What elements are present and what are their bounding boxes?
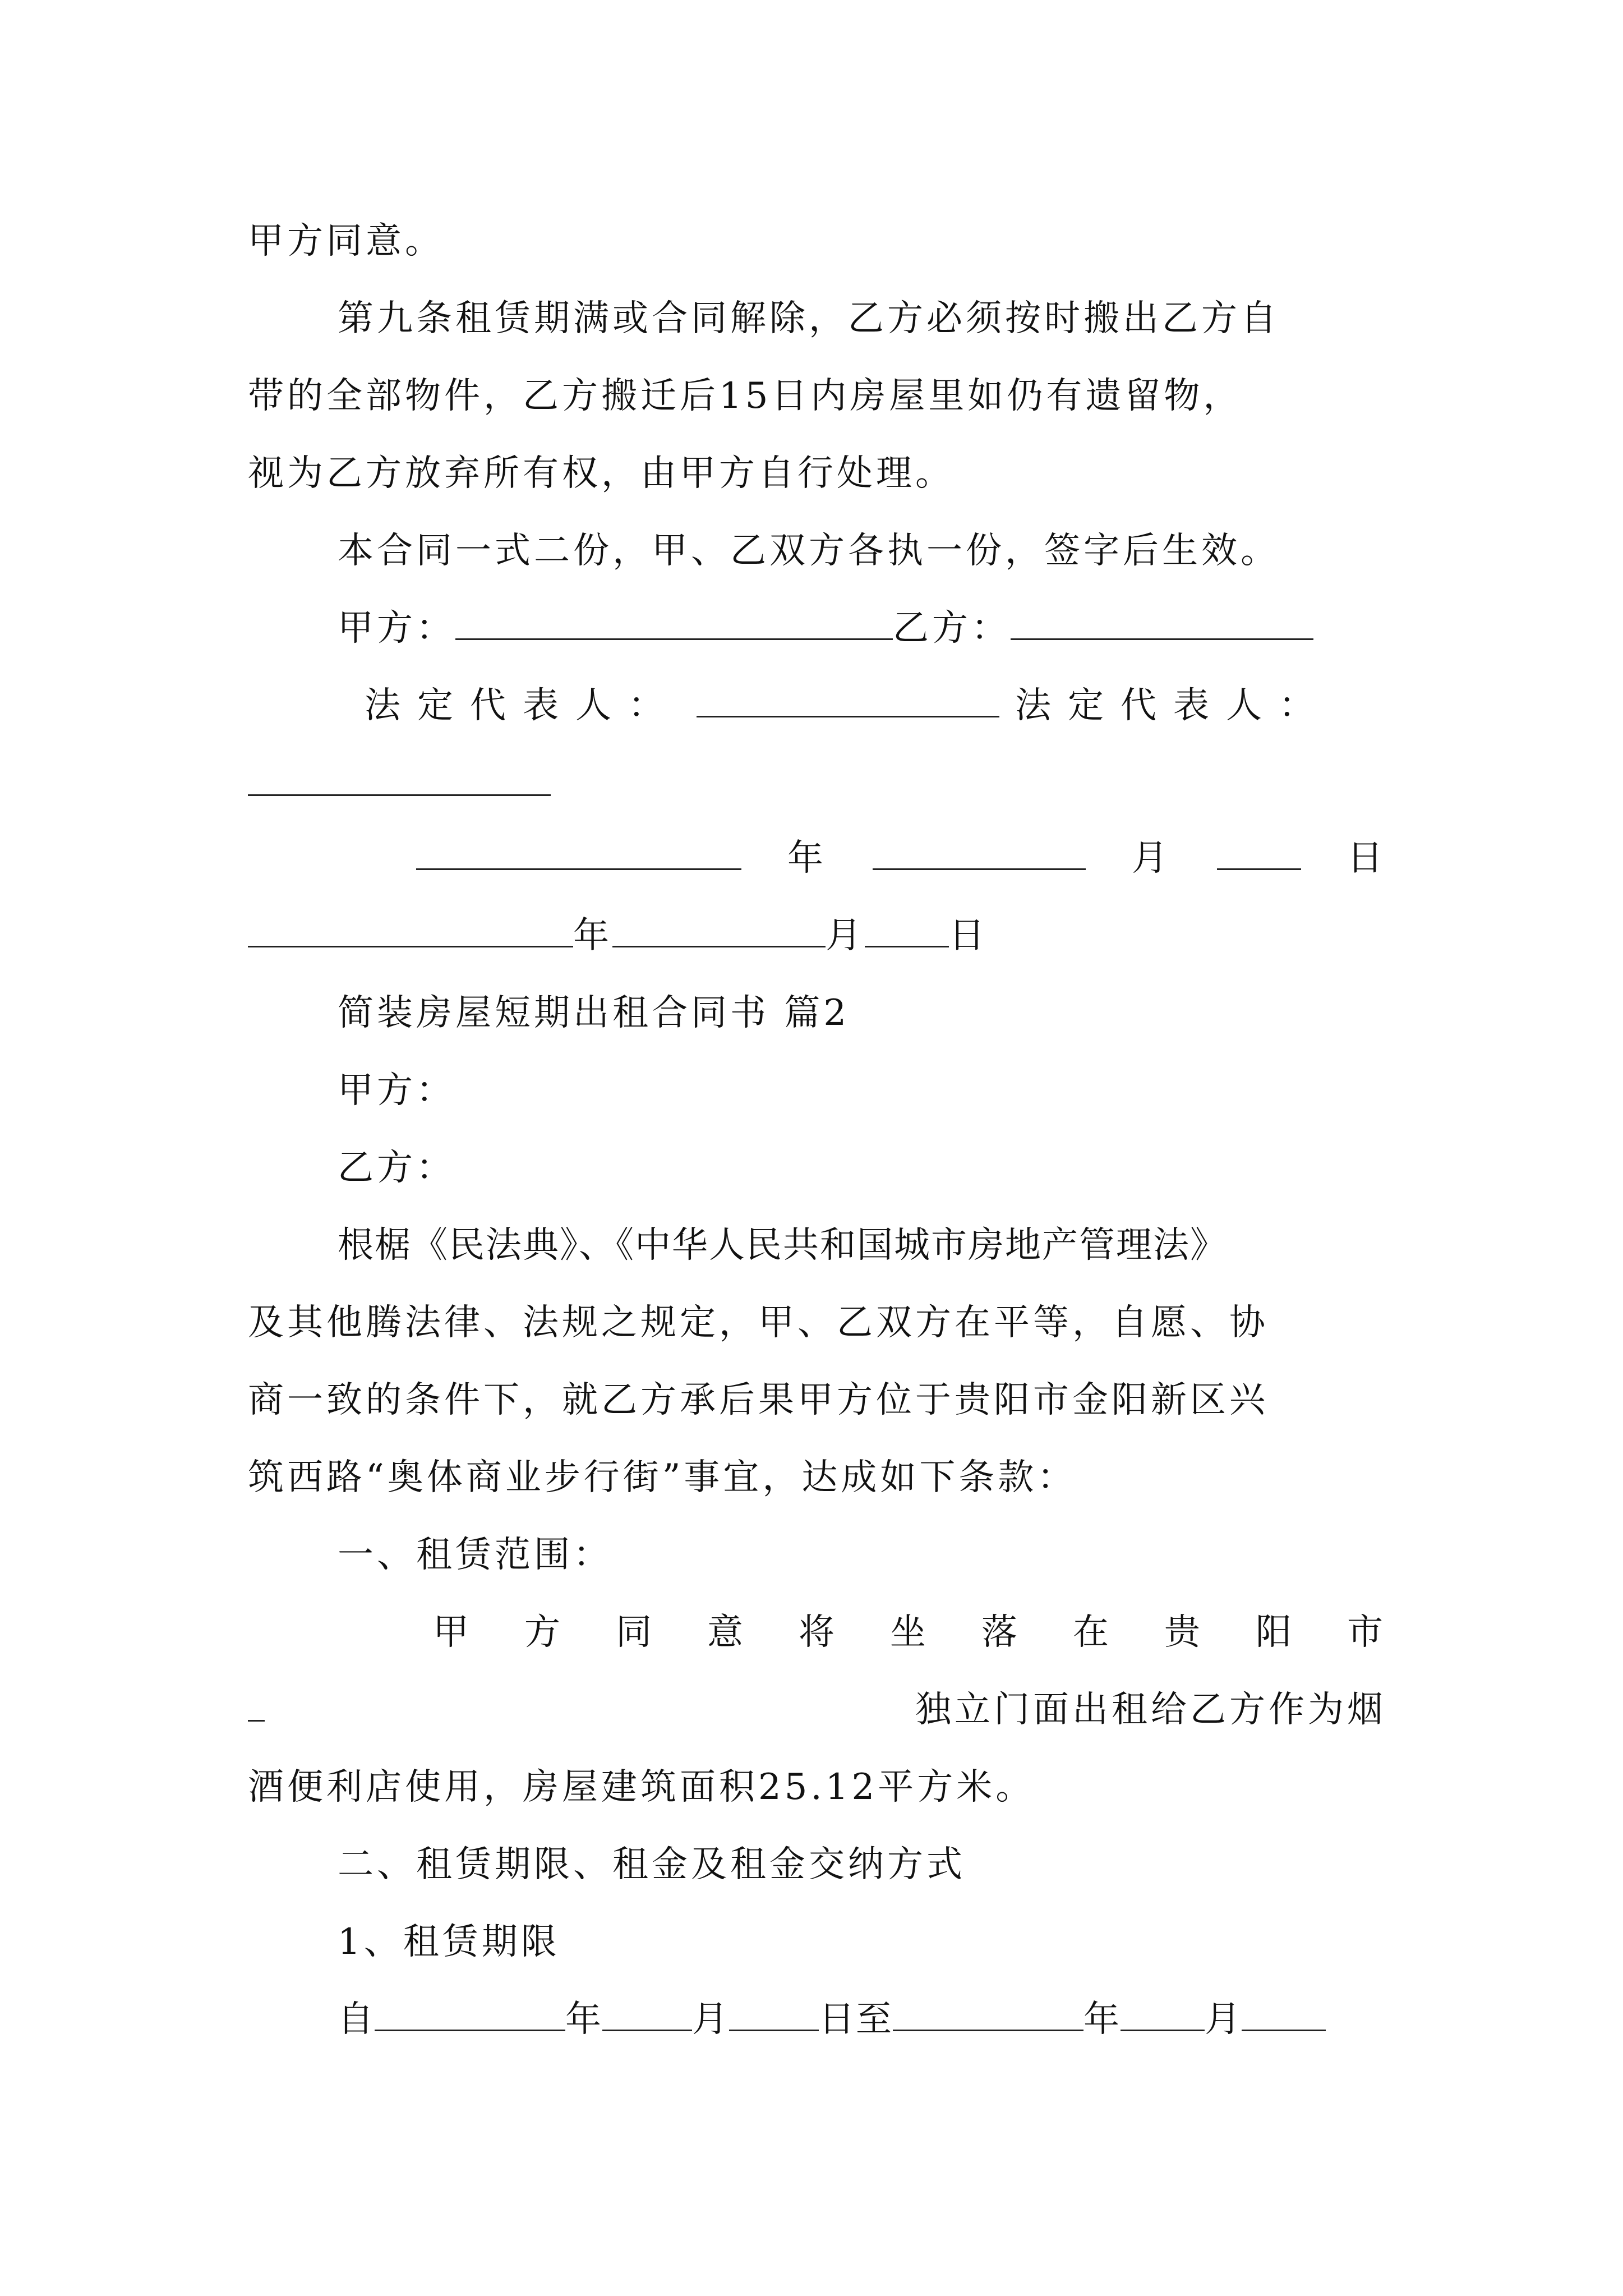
date-blank [375,1995,565,2031]
party-a-label: 甲方： [338,608,455,649]
spread-text-line [433,1605,1386,1659]
date-blank [248,911,573,947]
text-line: 及其他腾法律、法规之规定，甲、乙双方在平等，自愿、协 [248,1302,1269,1343]
text-line: 视为乙方放弃所有权，由甲方自行处理。 [248,453,955,494]
rep-b-label: 法定代表人： [1015,685,1331,726]
date-blank [612,911,826,947]
representative-row [365,679,1386,733]
year-label: 年 [1083,1999,1121,2040]
blank-line [248,757,1386,811]
month-label: 月 [692,1999,729,2040]
month-label: 月 [1205,1999,1242,2040]
party-a-line: 甲方： [338,1070,455,1111]
char: 将 [799,1612,838,1653]
party-b-line: 乙方： [338,1147,455,1189]
day-label: 日 [949,915,988,956]
char: 同 [616,1612,655,1653]
signature-blank [455,604,893,640]
section-title: 简装房屋短期出租合同书 篇2 [338,992,850,1034]
date-blank [865,911,949,947]
text-line: 商一致的条件下，就乙方承后果甲方位于贵阳市金阳新区兴 [248,1379,1269,1421]
text-line: 独立门面出租给乙方作为烟 [915,1689,1386,1731]
char: 落 [981,1612,1021,1653]
char: 意 [707,1612,746,1653]
date-blank [729,1995,819,2031]
signature-blank [248,760,551,796]
date-blank [1217,834,1301,870]
char: 方 [524,1612,564,1653]
from-label: 自 [338,1999,375,2040]
char: 贵 [1164,1612,1204,1653]
month-label: 月 [1132,838,1171,879]
char: 坐 [890,1612,929,1653]
date-row [248,909,1386,963]
clause-heading: 二、租赁期限、租金及租金交纳方式 [338,1844,966,1885]
signature-blank [1011,604,1313,640]
day-label: 日 [1347,838,1386,879]
char: 阳 [1256,1612,1295,1653]
text-line: 第九条租赁期满或合同解除，乙方必须按时搬出乙方自 [338,298,1280,339]
clause-subheading: 1、租赁期限 [338,1921,560,1963]
date-row [416,831,1386,885]
char: 市 [1347,1612,1386,1653]
year-label: 年 [787,838,827,879]
date-blank [602,1995,692,2031]
date-blank [416,834,741,870]
text-line: 本合同一式二份，甲、乙双方各执一份，签字后生效。 [338,530,1280,572]
text-line [248,1683,1386,1737]
date-blank [1121,1995,1205,2031]
clause-heading: 一、租赁范围： [338,1534,612,1576]
party-b-label: 乙方： [893,608,1011,649]
date-blank [873,834,1086,870]
year-label: 年 [573,915,612,956]
text-line: 根椐《民法典》、《中华人民共和国城市房地产管理法》 [338,1225,1227,1266]
char: 甲 [433,1612,472,1653]
text-line: 带的全部物件，乙方搬迁后15日内房屋里如仍有遗留物， [248,375,1243,417]
date-blank [893,1995,1083,2031]
char: 在 [1073,1612,1112,1653]
date-blank [1242,1995,1326,2031]
address-blank [248,1685,265,1722]
signature-row [338,601,1386,655]
text-line: 甲方同意。 [248,220,444,262]
signature-blank [697,681,999,717]
to-label: 日至 [819,1999,893,2040]
month-label: 月 [826,915,865,956]
lease-period-line [338,1993,1386,2046]
text-line: 酒便利店使用，房屋建筑面积25.12平方米。 [248,1766,1035,1808]
text-line: 筑西路“奥体商业步行街”事宜，达成如下条款： [248,1457,1077,1498]
year-label: 年 [565,1999,602,2040]
rep-a-label: 法定代表人： [365,685,681,726]
